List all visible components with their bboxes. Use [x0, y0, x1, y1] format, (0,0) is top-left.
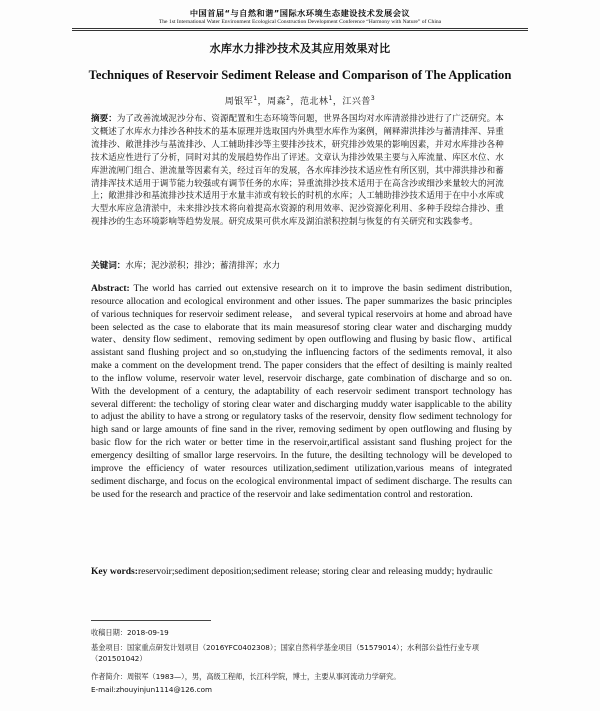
- author-name: 周银军: [224, 97, 254, 107]
- header-rule-top: [72, 28, 528, 29]
- conference-header-cn: 中国首届“与自然和谐”国际水环境生态建设技术发展会议: [189, 8, 411, 18]
- author-separator: ，: [290, 97, 300, 107]
- keywords-en-label: Key words:: [91, 566, 138, 577]
- footnote-email: E-mail:zhouyinjun1114@126.com: [91, 685, 212, 694]
- footnote-author-bio: 作者简介：周银军（1983—），男，高级工程师，长江科学院，博士，主要从事河流动力学研究。: [91, 672, 401, 681]
- author-name: 江兴普: [342, 97, 371, 107]
- author-affiliation-mark: 1: [328, 95, 333, 102]
- abstract-cn-text: 为了改善流域泥沙分布、资源配置和生态环境等问题，世界各国均对水库清淤排沙进行了广泛研究。本文概述了水库水力排沙各种技术的基本原理并选取国内外典型水库作为案例，阐释滞洪排沙与蓄清排浑、异重流排沙、敞泄排沙与基流排沙、人工辅助排沙等主要排沙技术，研究排沙效果的影响因素，并对水库排沙各种技术适应性进行了分析，同时对其的发展趋势作出了评述。文章认为排沙效果主要与入库流量、库区水位、水库泄流闸门组合、泄流量等因素有关，经过百年的发展，各水库排沙技术适应性有所区别，其中滞洪排沙和蓄清排浑技术适用于调节能力较强或有调节任务的水库；异重流排沙技术适用于在高含沙或细沙来量较大的河流上；敞泄排沙和基流排沙技术适用于水量丰沛或有较长的时机的水库；人工辅助排沙技术适用于在中小水库或大型水库应急清淤中，未来排沙技术将向着提高水资源的利用效率、泥沙资源化利用、多种手段综合排沙、重视排沙的生态环境影响等趋势发展。研究成果可供水库及湖泊淤积控制与恢复的有关研究和实践参考。: [91, 114, 504, 228]
- abstract-cn-label: 摘要：: [91, 114, 117, 124]
- abstract-en-label: Abstract:: [91, 283, 130, 294]
- abstract-en-text: The world has carried out extensive research on it to improve the basin sediment distribution, resource allocation and ecological environment and other issues. The paper summarizes the basic principles of various techniques for reservoir sediment release， and several typical reservoirs at home and abroad have been selected as the case to elaborate that its main measuresof storing clear water and discharging muddy water、density flow sediment、removing sediment by open outflowing and flusing by basic flow、artifical assistant sand flushing project and so on,studying the influencing factors of the sediments removal, it also make a comment on the development trend. The paper considers that the effect of desilting is mainly realted to the inflow volume, reservoir water level, reservoir discharge, gate combination of discharge and so on. With the development of a century, the adaptability of each reservoir sediment transport technology has several different: the techoligy of storing clear water and discharging muddy water isapplicable to the ability to adjust the ability to have a strong or regulatory tasks of the reservoir, density flow sediment technology for high sand or large amounts of fine sand in the river, removing sediment by open outflowing and flusing by basic flow for the rich water or better time in the reservoir,artifical assistant sand flushing project for the emergency desilting of smallor large reservoirs. In the future, the desilting technology will be developed to improve the efficiency of water resources utilization,sediment utilization,various means of integrated sediment discharge, and focus on the ecological environmental impact of sediment discharge. The results can be used for the research and practice of the reservoir and lake sedimentation control and restoration.: [91, 283, 512, 500]
- keywords-cn-label: 关键词：: [91, 261, 126, 271]
- author-affiliation-mark: 2: [286, 95, 291, 102]
- keywords-cn-text: 水库；泥沙淤积；排沙；蓄清排浑；水力: [125, 261, 281, 271]
- footnote-rule: [91, 620, 211, 621]
- keywords-cn: [91, 259, 511, 271]
- author-name: 范北林: [300, 97, 329, 107]
- footnote-received-date: 收稿日期：2018-09-19: [91, 628, 169, 637]
- author-separator: ，: [332, 97, 343, 107]
- author-list: [0, 94, 600, 107]
- footnote-funding: 基金项目：国家重点研发计划项目（2016YFC0402308）；国家自然科学基金项目（51579014）；水利部公益性行业专项（201501042）: [91, 643, 479, 663]
- author-separator: ，: [257, 97, 268, 107]
- paper-title-cn: 水库水力排沙技术及其应用效果对比: [209, 42, 391, 55]
- keywords-en-text: reservoir;sediment deposition;sediment release; storing clear and releasing muddy; hydraulic: [137, 566, 493, 577]
- abstract-cn: [91, 113, 511, 229]
- author-affiliation-mark: 1: [253, 95, 258, 102]
- paper-title-en: Techniques of Reservoir Sediment Release and Comparison of The Application: [88, 68, 512, 82]
- conference-header-en: The 1st International Water Environment Ecological Construction Development Conference “Harmony with Nature” of China: [158, 19, 442, 25]
- header-rule-bottom: [72, 30, 528, 31]
- abstract-en: [91, 283, 512, 501]
- keywords-en: [91, 566, 512, 579]
- author-name: 周森: [267, 97, 287, 107]
- author-affiliation-mark: 3: [370, 95, 376, 102]
